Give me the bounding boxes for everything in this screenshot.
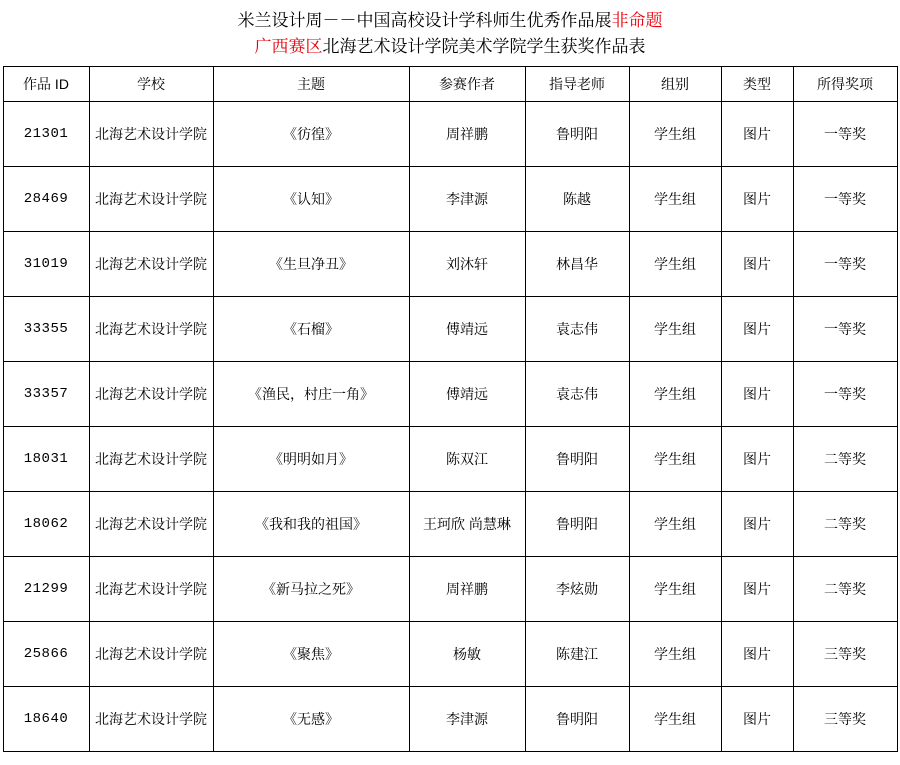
cell-teacher: 林昌华 <box>525 232 629 297</box>
cell-author: 杨敏 <box>409 622 525 687</box>
cell-award: 二等奖 <box>793 557 897 622</box>
cell-author: 周祥鹏 <box>409 102 525 167</box>
cell-author: 陈双江 <box>409 427 525 492</box>
cell-group: 学生组 <box>629 232 721 297</box>
cell-school: 北海艺术设计学院 <box>89 492 213 557</box>
cell-award: 一等奖 <box>793 297 897 362</box>
cell-group: 学生组 <box>629 102 721 167</box>
table-row <box>3 167 897 232</box>
table-row <box>3 102 897 167</box>
cell-author: 李津源 <box>409 167 525 232</box>
award-table <box>3 66 898 752</box>
cell-id: 18640 <box>3 687 89 752</box>
cell-group: 学生组 <box>629 622 721 687</box>
cell-author: 傅靖远 <box>409 297 525 362</box>
title-line-2 <box>0 34 900 60</box>
cell-group: 学生组 <box>629 557 721 622</box>
cell-school: 北海艺术设计学院 <box>89 687 213 752</box>
cell-school: 北海艺术设计学院 <box>89 622 213 687</box>
cell-school: 北海艺术设计学院 <box>89 557 213 622</box>
column-header-teacher: 指导老师 <box>525 67 629 102</box>
table-row <box>3 557 897 622</box>
cell-group: 学生组 <box>629 427 721 492</box>
cell-type: 图片 <box>721 427 793 492</box>
column-header-id: 作品 ID <box>3 67 89 102</box>
cell-type: 图片 <box>721 102 793 167</box>
cell-award: 一等奖 <box>793 232 897 297</box>
cell-theme: 《聚焦》 <box>213 622 409 687</box>
cell-theme: 《生旦净丑》 <box>213 232 409 297</box>
cell-teacher: 鲁明阳 <box>525 687 629 752</box>
cell-id: 18031 <box>3 427 89 492</box>
cell-school: 北海艺术设计学院 <box>89 427 213 492</box>
document-title-block <box>0 0 900 60</box>
cell-type: 图片 <box>721 557 793 622</box>
cell-teacher: 陈越 <box>525 167 629 232</box>
title-line-1 <box>0 8 900 34</box>
title-line-1-accent: 非命题 <box>611 11 663 30</box>
cell-id: 25866 <box>3 622 89 687</box>
cell-id: 31019 <box>3 232 89 297</box>
cell-group: 学生组 <box>629 687 721 752</box>
cell-id: 21301 <box>3 102 89 167</box>
cell-author: 傅靖远 <box>409 362 525 427</box>
cell-type: 图片 <box>721 362 793 427</box>
cell-award: 一等奖 <box>793 167 897 232</box>
cell-theme: 《渔民，村庄一角》 <box>213 362 409 427</box>
column-header-type: 类型 <box>721 67 793 102</box>
cell-school: 北海艺术设计学院 <box>89 362 213 427</box>
cell-author: 刘沐轩 <box>409 232 525 297</box>
column-header-school: 学校 <box>89 67 213 102</box>
cell-type: 图片 <box>721 232 793 297</box>
cell-school: 北海艺术设计学院 <box>89 167 213 232</box>
table-header-row <box>3 67 897 102</box>
cell-teacher: 袁志伟 <box>525 362 629 427</box>
cell-id: 33355 <box>3 297 89 362</box>
cell-group: 学生组 <box>629 362 721 427</box>
cell-group: 学生组 <box>629 297 721 362</box>
column-header-author: 参赛作者 <box>409 67 525 102</box>
cell-author: 周祥鹏 <box>409 557 525 622</box>
cell-group: 学生组 <box>629 167 721 232</box>
cell-type: 图片 <box>721 687 793 752</box>
cell-id: 21299 <box>3 557 89 622</box>
table-row <box>3 492 897 557</box>
cell-award: 二等奖 <box>793 427 897 492</box>
cell-school: 北海艺术设计学院 <box>89 232 213 297</box>
cell-award: 三等奖 <box>793 687 897 752</box>
cell-school: 北海艺术设计学院 <box>89 102 213 167</box>
cell-id: 18062 <box>3 492 89 557</box>
cell-type: 图片 <box>721 622 793 687</box>
column-header-award: 所得奖项 <box>793 67 897 102</box>
cell-award: 一等奖 <box>793 102 897 167</box>
title-line-1-text: 米兰设计周－－中国高校设计学科师生优秀作品展 <box>237 11 612 30</box>
cell-author: 李津源 <box>409 687 525 752</box>
table-row <box>3 297 897 362</box>
cell-teacher: 鲁明阳 <box>525 427 629 492</box>
cell-teacher: 鲁明阳 <box>525 492 629 557</box>
cell-id: 28469 <box>3 167 89 232</box>
cell-teacher: 陈建江 <box>525 622 629 687</box>
title-line-2-text: 北海艺术设计学院美术学院学生获奖作品表 <box>322 37 646 56</box>
table-row <box>3 232 897 297</box>
table-row <box>3 687 897 752</box>
cell-teacher: 袁志伟 <box>525 297 629 362</box>
cell-theme: 《石榴》 <box>213 297 409 362</box>
cell-theme: 《明明如月》 <box>213 427 409 492</box>
cell-theme: 《我和我的祖国》 <box>213 492 409 557</box>
cell-id: 33357 <box>3 362 89 427</box>
cell-teacher: 李炫勋 <box>525 557 629 622</box>
cell-theme: 《无感》 <box>213 687 409 752</box>
cell-type: 图片 <box>721 167 793 232</box>
table-row <box>3 427 897 492</box>
column-header-theme: 主题 <box>213 67 409 102</box>
cell-group: 学生组 <box>629 492 721 557</box>
title-line-2-accent: 广西赛区 <box>254 37 323 56</box>
cell-author: 王珂欣 尚慧琳 <box>409 492 525 557</box>
cell-award: 二等奖 <box>793 492 897 557</box>
column-header-group: 组别 <box>629 67 721 102</box>
cell-award: 三等奖 <box>793 622 897 687</box>
cell-type: 图片 <box>721 492 793 557</box>
cell-award: 一等奖 <box>793 362 897 427</box>
cell-theme: 《彷徨》 <box>213 102 409 167</box>
cell-type: 图片 <box>721 297 793 362</box>
cell-school: 北海艺术设计学院 <box>89 297 213 362</box>
table-row <box>3 362 897 427</box>
cell-theme: 《认知》 <box>213 167 409 232</box>
cell-teacher: 鲁明阳 <box>525 102 629 167</box>
cell-theme: 《新马拉之死》 <box>213 557 409 622</box>
table-row <box>3 622 897 687</box>
